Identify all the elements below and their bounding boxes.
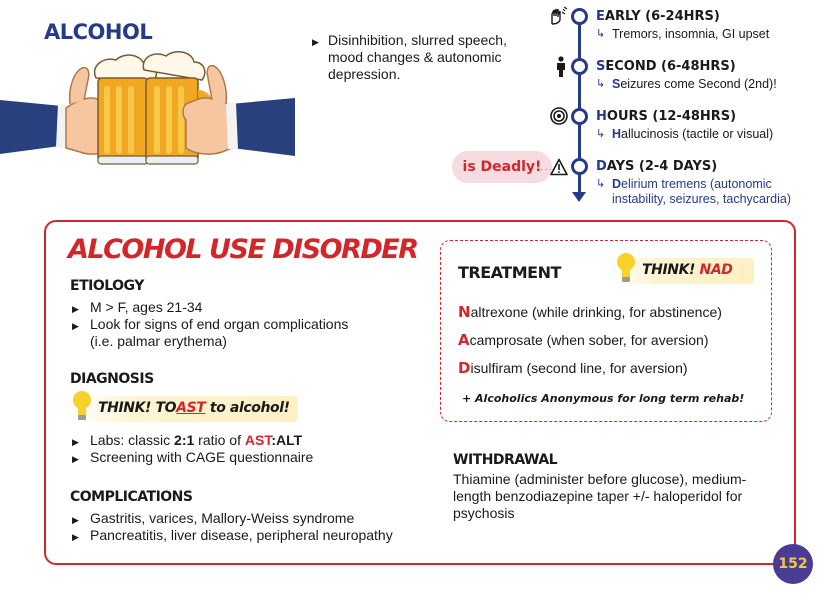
timeline-stage-days (596, 159, 816, 207)
timeline-stage-early (596, 9, 769, 42)
page-title: ALCOHOL (44, 20, 153, 44)
bullet-triangle-icon: ▶ (72, 437, 79, 447)
treatment-heading: TREATMENT (458, 263, 561, 282)
timeline-node-hours (571, 108, 588, 125)
right-sleeve (226, 98, 295, 156)
list-item: ▶ Labs: classic 2:1 ratio of AST:ALT (70, 432, 400, 449)
bullet-triangle-icon: ▶ (72, 515, 79, 525)
person-icon (554, 56, 568, 78)
disorder-title: ALCOHOL USE DISORDER (68, 234, 418, 265)
treatment-line-disulfiram: Disulfiram (second line, for aversion) (458, 359, 688, 377)
treatment-line-acamprosate: Acamprosate (when sober, for aversion) (458, 331, 709, 349)
beer-toast-illustration (0, 48, 295, 178)
lightbulb-icon (616, 252, 636, 284)
stage-detail: ↳ Seizures come Second (2nd)! (596, 77, 777, 91)
stage-detail: ↳ Tremors, insomnia, GI upset (596, 27, 770, 41)
list-item: ▶ M > F, ages 21-34 (70, 299, 370, 316)
stage-heading: HOURS (12-48HRS) (596, 109, 737, 124)
warning-icon (550, 158, 568, 176)
diagnosis-list (70, 432, 400, 466)
timeline-arrow-icon (572, 192, 586, 202)
list-item: ▶ Look for signs of end organ complications (i.e. palmar erythema) (72, 316, 349, 349)
think-text-diagnosis: THINK! TOAST to alcohol! (98, 400, 290, 416)
deadly-pill: is Deadly! (452, 151, 552, 183)
complications-heading: COMPLICATIONS (70, 489, 193, 505)
stage-heading: DAYS (2-4 DAYS) (596, 159, 718, 174)
hook-arrow-icon: ↳ (596, 78, 606, 90)
timeline-stage-hours (596, 109, 773, 142)
think-text-treatment: THINK! NAD (642, 262, 733, 278)
bullet-triangle-icon: ▶ (72, 304, 79, 314)
etiology-list (70, 299, 370, 350)
timeline-stage-second (596, 59, 777, 92)
bullet-triangle-icon: ▶ (72, 321, 79, 331)
bullet-triangle-icon: ▶ (72, 532, 79, 542)
timeline-node-early (571, 8, 588, 25)
stage-detail: ↳ Hallucinosis (tactile or visual) (596, 127, 774, 141)
stage-heading: SECOND (6-48HRS) (596, 59, 736, 74)
page-number-badge: 152 (773, 544, 813, 584)
intro-bullet-text: Disinhibition, slurred speech, mood changes & autonomic depression. (328, 32, 507, 82)
hook-arrow-icon: ↳ (596, 128, 606, 140)
stage-heading: EARLY (6-24HRS) (596, 9, 720, 24)
shaking-hands-icon (549, 6, 569, 26)
timeline-node-second (571, 58, 588, 75)
list-item: ▶ Screening with CAGE questionnaire (70, 449, 400, 466)
left-sleeve (0, 100, 68, 154)
withdrawal-text: Thiamine (administer before glucose), medium-length benzodiazepine taper +/- haloperidol for psychosis (453, 471, 747, 521)
bullet-triangle-icon: ▶ (312, 37, 319, 47)
withdrawal-heading: WITHDRAWAL (453, 452, 558, 468)
diagnosis-heading: DIAGNOSIS (70, 371, 154, 387)
dotted-connector: ··· (540, 164, 553, 175)
hook-arrow-icon: ↳ (596, 28, 606, 40)
aa-note: + Alcoholics Anonymous for long term rehab! (462, 392, 745, 405)
treatment-line-naltrexone: Naltrexone (while drinking, for abstinence) (458, 303, 722, 321)
timeline-node-days (571, 158, 588, 175)
list-item: ▶ Pancreatitis, liver disease, peripheral neuropathy (70, 527, 430, 544)
spiral-icon (550, 107, 568, 125)
lightbulb-icon (72, 390, 92, 422)
etiology-heading: ETIOLOGY (70, 278, 144, 294)
intro-bullet (312, 32, 512, 83)
stage-detail: ↳ Delirium tremens (autonomic instability, seizures, tachycardia) (596, 177, 792, 206)
list-item: ▶ Gastritis, varices, Mallory-Weiss syndrome (70, 510, 430, 527)
bullet-triangle-icon: ▶ (72, 454, 79, 464)
complications-list (70, 510, 430, 544)
hook-arrow-icon: ↳ (596, 178, 606, 190)
